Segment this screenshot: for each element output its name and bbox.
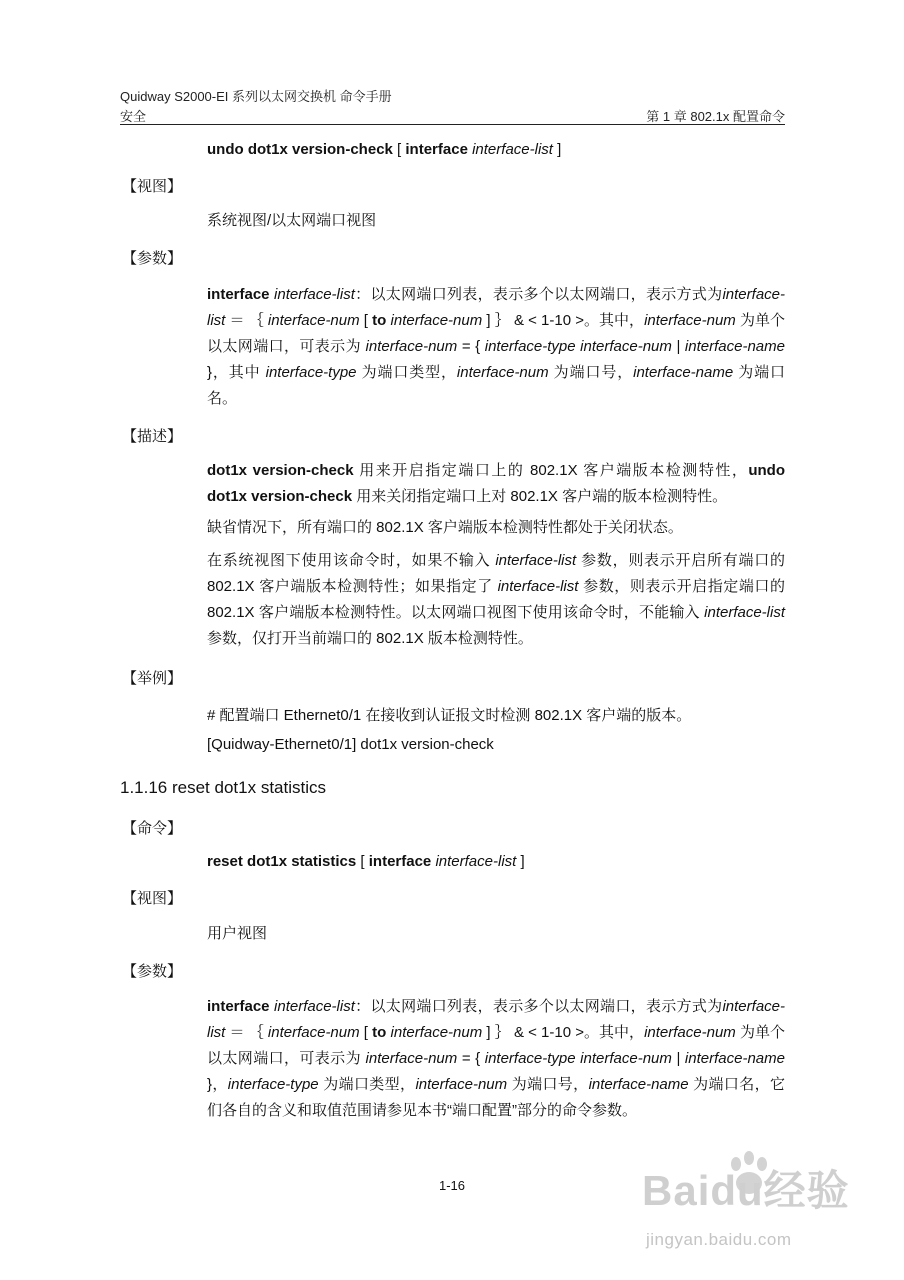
bracket: ]: [516, 853, 525, 870]
arg: interface-num: [267, 312, 360, 329]
baidu-watermark: [642, 1150, 852, 1260]
kw: interface: [207, 286, 270, 303]
kw: undo dot1x version-check: [207, 462, 786, 505]
arg: interface-type: [265, 364, 357, 381]
view-tag-2: 【视图】: [122, 890, 183, 907]
desc-paragraph-1: [207, 458, 785, 510]
arg: interface-name: [684, 1050, 785, 1067]
arg: interface-type interface-num: [484, 1050, 672, 1067]
kw: dot1x version-check: [207, 462, 354, 479]
cmd-arg: interface-list: [435, 853, 517, 870]
desc-paragraph-2: 缺省情况下，所有端口的 802.1X 客户端版本检测特性都处于关闭状态。: [207, 519, 683, 536]
view-tag: 【视图】: [122, 178, 183, 195]
example-command: [Quidway-Ethernet0/1] dot1x version-check: [207, 736, 494, 753]
txt: ] ｝ & < 1-10 >。其中，: [482, 1024, 645, 1041]
view-text: 系统视图/以太网端口视图: [207, 212, 377, 229]
arg: interface-num: [365, 338, 458, 355]
arg: interface-name: [633, 364, 734, 381]
txt: 在系统视图下使用该命令时，如果不输入: [207, 552, 496, 569]
arg: interface-list: [274, 998, 355, 1015]
arg: interface-list: [704, 604, 785, 621]
txt: 为端口名，它们各自的含义和取值范围请参见本书“端口配置”部分的命令参数。: [207, 1076, 786, 1119]
txt: 为端口号，: [507, 1076, 589, 1093]
arg: interface-list: [207, 286, 785, 329]
bracket: ]: [552, 141, 562, 158]
cmd-arg: interface-list: [472, 141, 553, 158]
desc-paragraph-3: [207, 548, 785, 652]
txt: 用来关闭指定端口上对 802.1X 客户端的版本检测特性。: [352, 488, 728, 505]
bracket: [: [356, 853, 369, 870]
arg: interface-num: [267, 1024, 360, 1041]
arg: interface-list: [497, 578, 579, 595]
cmd-undo: undo dot1x version-check: [207, 141, 393, 158]
txt: = {: [457, 338, 485, 355]
txt: 为端口类型，: [356, 364, 457, 381]
watermark-logo-text: Baidu经验: [642, 1167, 850, 1214]
arg: interface-num: [644, 1024, 736, 1041]
txt: }，: [207, 1076, 228, 1093]
reset-command-syntax: [207, 849, 785, 875]
txt: 为端口号，: [548, 364, 634, 381]
example-tag: 【举例】: [122, 670, 183, 687]
txt: 参数，则表示开启所有端口的 802.1X 客户端版本检测特性；如果指定了: [207, 552, 786, 595]
txt: |: [671, 338, 685, 355]
txt: 为单个以太网端口，可表示为: [207, 1024, 785, 1067]
txt: ＝ ｛: [225, 312, 268, 329]
txt: ＝ ｛: [225, 1024, 268, 1041]
doc-title: Quidway S2000-EI 系列以太网交换机 命令手册: [120, 89, 392, 104]
watermark-url: jingyan.baidu.com: [646, 1230, 792, 1249]
header-row: [120, 106, 785, 125]
txt: 用来开启指定端口上的 802.1X 客户端版本检测特性，: [353, 462, 749, 479]
arg: interface-num: [390, 1024, 483, 1041]
bracket: [: [392, 141, 406, 158]
arg: interface-num: [390, 312, 483, 329]
txt: 为端口名。: [207, 364, 786, 407]
arg: interface-type: [227, 1076, 319, 1093]
arg: interface-num: [415, 1076, 508, 1093]
section-label: 安全: [120, 109, 147, 124]
txt: = {: [457, 1050, 485, 1067]
arg: interface-list: [274, 286, 355, 303]
arg: interface-type interface-num: [484, 338, 672, 355]
txt: [: [359, 1024, 373, 1041]
txt: ：以太网端口列表，表示多个以太网端口，表示方式为: [354, 286, 723, 303]
txt: [: [359, 312, 373, 329]
cmd-main: reset dot1x statistics: [207, 853, 357, 870]
command-tag: 【命令】: [122, 820, 183, 837]
txt: 参数，仅打开当前端口的 802.1X 版本检测特性。: [207, 630, 533, 647]
desc-tag: 【描述】: [122, 428, 183, 445]
page-number: 1-16: [438, 1178, 466, 1193]
param-description-2: [207, 994, 785, 1124]
param-description: [207, 282, 785, 412]
undo-command-syntax: [207, 137, 785, 163]
arg: interface-num: [644, 312, 736, 329]
arg: interface-num: [365, 1050, 458, 1067]
txt: }，其中: [207, 364, 266, 381]
arg: interface-list: [207, 998, 785, 1041]
txt: ] ｝ & < 1-10 >。其中，: [482, 312, 645, 329]
txt: ：以太网端口列表，表示多个以太网端口，表示方式为: [354, 998, 723, 1015]
arg: interface-list: [495, 552, 577, 569]
txt: |: [671, 1050, 685, 1067]
txt: 为单个以太网端口，可表示为: [207, 312, 785, 355]
param-tag-2: 【参数】: [122, 963, 183, 980]
kw: interface: [207, 998, 270, 1015]
arg: interface-num: [456, 364, 549, 381]
kw: to: [372, 312, 387, 329]
arg: interface-name: [684, 338, 785, 355]
kw: to: [372, 1024, 387, 1041]
txt: 参数，则表示开启指定端口的 802.1X 客户端版本检测特性。以太网端口视图下使用该命令时，不能输入: [207, 578, 785, 621]
cmd-keyword: interface: [368, 853, 432, 870]
txt: 为端口类型，: [318, 1076, 416, 1093]
example-comment: # 配置端口 Ethernet0/1 在接收到认证报文时检测 802.1X 客户端的版本。: [207, 707, 692, 724]
section-heading: 1.1.16 reset dot1x statistics: [120, 778, 326, 797]
view-text-2: 用户视图: [207, 925, 268, 942]
chapter-label: 第 1 章 802.1x 配置命令: [646, 109, 785, 124]
header-rule: [120, 124, 785, 125]
param-tag: 【参数】: [122, 250, 183, 267]
arg: interface-name: [588, 1076, 689, 1093]
cmd-keyword: interface: [405, 141, 468, 158]
